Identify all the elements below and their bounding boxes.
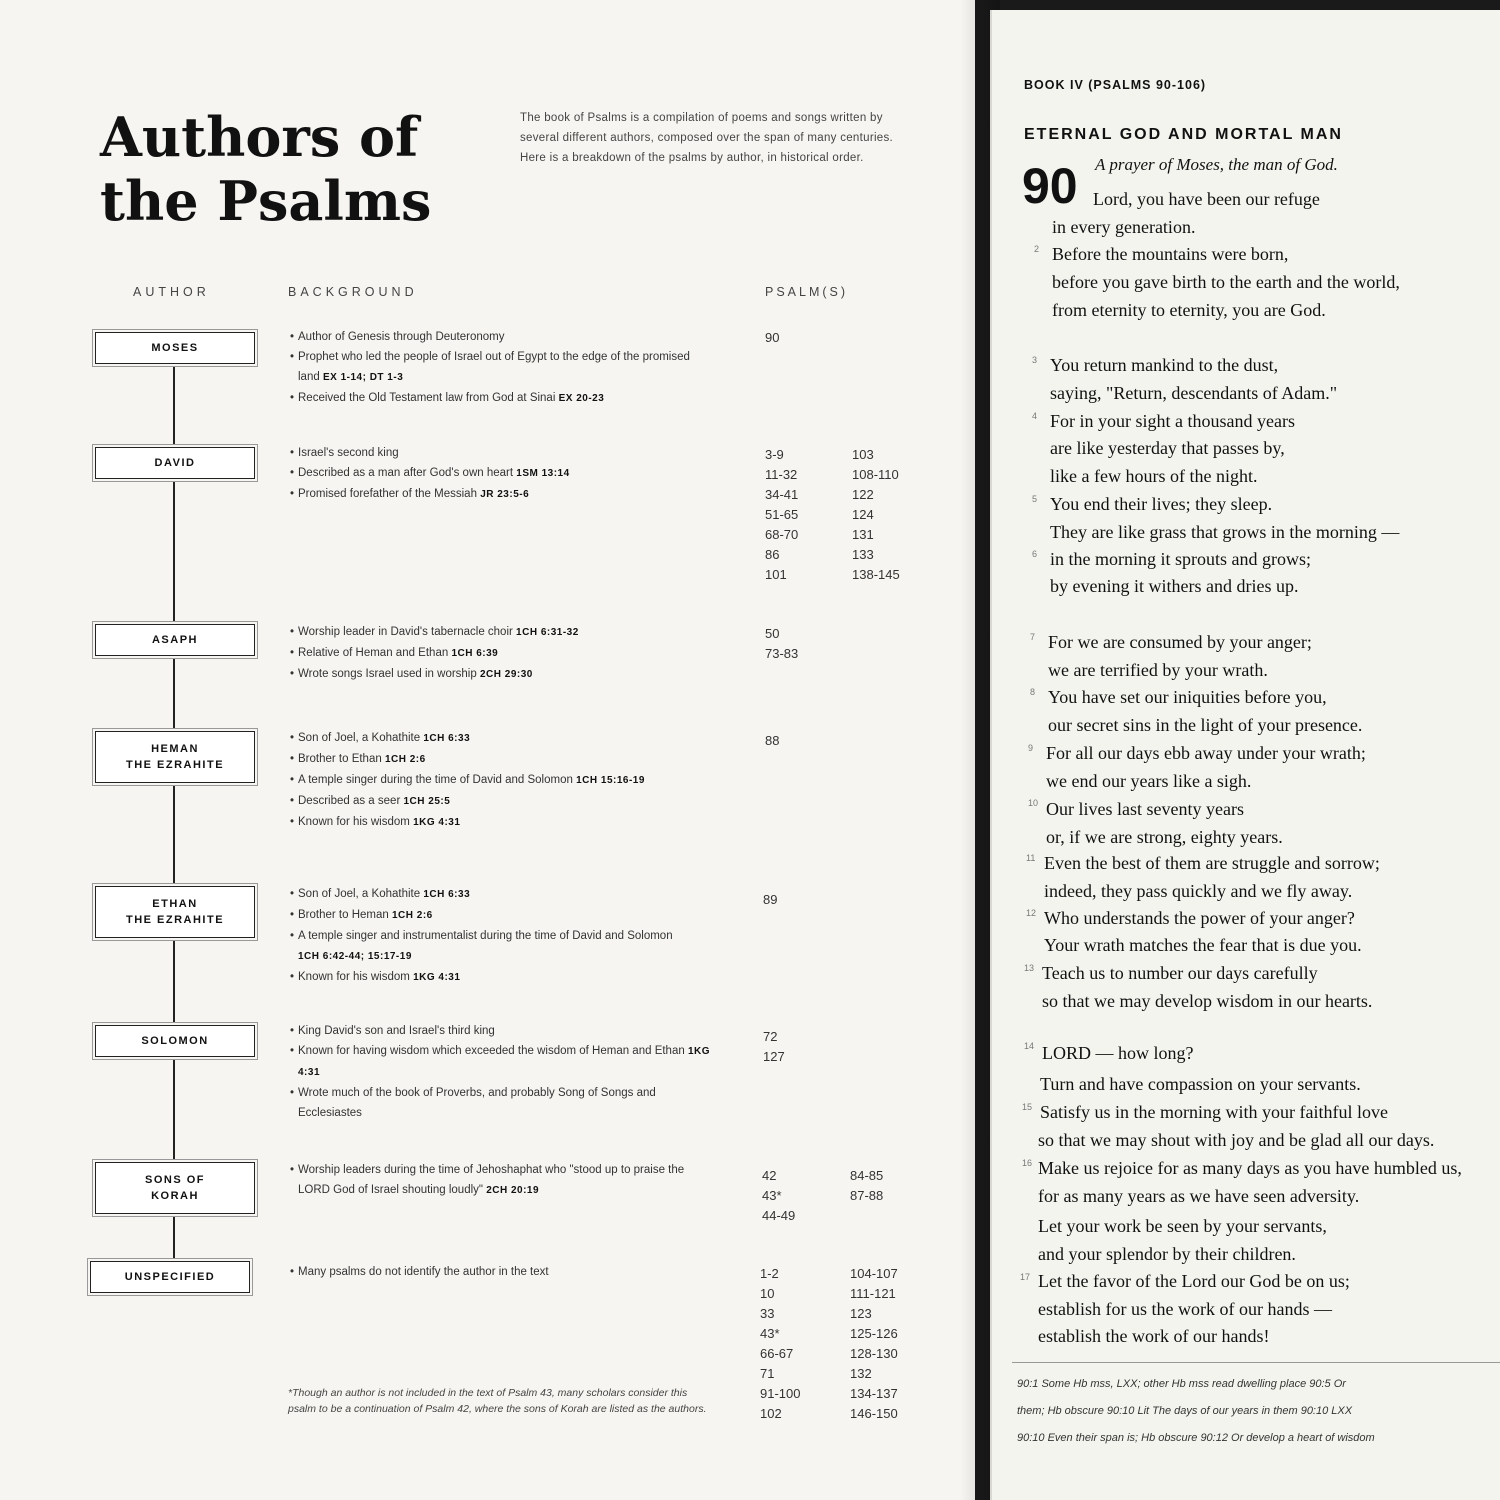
verse-line: for as many years as we have seen adversity.: [1038, 1186, 1360, 1206]
verse-number: 15: [1022, 1102, 1033, 1112]
background-item: • Relative of Heman and Ethan 1CH 6:39: [288, 643, 728, 664]
verse-number: 16: [1022, 1158, 1033, 1168]
author-name: SOLOMON: [141, 1035, 209, 1047]
verse-line: Our lives last seventy years: [1046, 799, 1244, 819]
verse-number: 9: [1028, 743, 1034, 753]
verse-line: For we are consumed by your anger;: [1048, 632, 1312, 652]
psalms-column-header: PSALM(S): [765, 285, 849, 299]
author-box-unspecified: [90, 1261, 250, 1293]
verse-number: 7: [1030, 632, 1036, 642]
scripture-ref: 1CH 6:33: [423, 889, 471, 900]
background-item: • Son of Joel, a Kohathite 1CH 6:33: [288, 728, 688, 749]
verse-line: we are terrified by your wrath.: [1048, 660, 1268, 680]
verse-line: You return mankind to the dust,: [1050, 355, 1279, 375]
scripture-ref: 1KG 4:31: [298, 1046, 711, 1078]
background-list-unspecified: [288, 1262, 728, 1282]
background-list-asaph: [288, 622, 728, 685]
scripture-ref: 1KG 4:31: [413, 972, 461, 983]
verse-line: our secret sins in the light of your presence.: [1048, 715, 1363, 735]
author-name: SONS OF KORAH: [144, 1174, 205, 1202]
verse-line: Who understands the power of your anger?: [1044, 908, 1355, 928]
background-list-moses: [288, 327, 708, 409]
psalms-list-heman: 88: [765, 733, 780, 748]
right-page: [990, 10, 1500, 1500]
psalms-list-david-col2: 103 108-110 122 124 131 133 138-145: [852, 447, 900, 582]
background-item: • Israel's second king: [288, 443, 728, 463]
psalms-list-solomon: 72 127: [763, 1029, 785, 1064]
verse-line: or, if we are strong, eighty years.: [1046, 827, 1283, 847]
author-box-sons-of-korah: [95, 1162, 255, 1214]
footnote-rule: [1012, 1362, 1500, 1363]
scripture-ref: 1KG 4:31: [413, 817, 461, 828]
psalms-list-unspecified-col2: 104-107 111-121 123 125-126 128-130 132 134-137 146-150: [850, 1266, 898, 1421]
verse-number: 6: [1032, 549, 1038, 559]
scripture-ref: 1CH 6:33: [423, 733, 471, 744]
verse-line: You end their lives; they sleep.: [1050, 494, 1273, 514]
title-line-1: Authors of: [100, 105, 419, 169]
book-heading: BOOK IV (PSALMS 90-106): [1024, 78, 1207, 92]
verse-line: They are like grass that grows in the morning —: [1050, 522, 1400, 542]
verse-number: 14: [1024, 1041, 1035, 1051]
scripture-ref: JR 23:5-6: [480, 489, 530, 500]
author-box-asaph: [95, 624, 255, 656]
verse-number: 11: [1026, 853, 1036, 863]
verse-line: are like yesterday that passes by,: [1050, 438, 1285, 458]
psalms-list-sons-of-korah-col1: 42 43* 44-49: [762, 1168, 796, 1223]
background-list-sons-of-korah: [288, 1160, 718, 1201]
page-title: [100, 105, 431, 233]
verse-line: Even the best of them are struggle and sorrow;: [1044, 853, 1380, 873]
background-item: • Received the Old Testament law from God at Sinai EX 20-23: [288, 388, 708, 409]
verse-line: Lord, you have been our refuge: [1093, 189, 1320, 209]
background-item: • A temple singer during the time of David and Solomon 1CH 15:16-19: [288, 770, 688, 791]
verse-line: before you gave birth to the earth and the world,: [1052, 272, 1400, 292]
author-name: UNSPECIFIED: [124, 1271, 216, 1283]
verse-line: from eternity to eternity, you are God.: [1052, 300, 1326, 320]
verse-line: in every generation.: [1052, 217, 1196, 237]
scripture-ref: 1CH 2:6: [391, 910, 433, 921]
verse-line: so that we may shout with joy and be glad all our days.: [1038, 1130, 1435, 1150]
background-list-david: [288, 443, 728, 505]
chapter-number: 90: [1022, 158, 1078, 214]
background-item: • Wrote songs Israel used in worship 2CH 29:30: [288, 664, 728, 685]
background-list-solomon: [288, 1021, 718, 1123]
author-name: MOSES: [151, 342, 199, 354]
verse-line: establish for us the work of our hands —: [1038, 1299, 1332, 1319]
author-box-david: [95, 447, 255, 479]
verse-line: Teach us to number our days carefully: [1042, 963, 1318, 983]
scripture-ref: 1CH 15:16-19: [576, 775, 645, 786]
scripture-ref: 1CH 2:6: [384, 754, 426, 765]
verse-number: 17: [1020, 1272, 1031, 1282]
verse-line: Turn and have compassion on your servants.: [1040, 1074, 1361, 1094]
verse-line: and your splendor by their children.: [1038, 1244, 1296, 1264]
verse-number: 8: [1030, 687, 1036, 697]
section-heading: ETERNAL GOD AND MORTAL MAN: [1024, 126, 1343, 143]
verse-line: saying, "Return, descendants of Adam.": [1050, 383, 1338, 403]
psalm-43-footnote: *Though an author is not included in the text of Psalm 43, many scholars consider this psalm to be a continuation of Psalm 42, where the sons of Korah are listed as the authors.: [288, 1387, 707, 1415]
background-list-heman: [288, 728, 688, 833]
verse-line: You have set our iniquities before you,: [1048, 687, 1327, 707]
verse-line: so that we may develop wisdom in our hearts.: [1042, 991, 1373, 1011]
psalms-list-asaph: 50 73-83: [765, 626, 799, 661]
verse-number: 10: [1028, 798, 1039, 808]
author-column-header: AUTHOR: [133, 285, 210, 299]
scripture-ref: 2CH 29:30: [479, 669, 533, 680]
background-item: • Wrote much of the book of Proverbs, and probably Song of Songs and Ecclesiastes: [288, 1083, 718, 1123]
verse-line: Let the favor of the Lord our God be on us;: [1038, 1271, 1350, 1291]
author-box-ethan: [95, 886, 255, 938]
author-name: ASAPH: [151, 634, 198, 646]
scripture-ref: EX 1-14; DT 1-3: [322, 372, 404, 383]
author-timeline-line: [173, 362, 175, 1282]
footnote-line: them; Hb obscure 90:10 Lit The days of our years in them 90:10 LXX: [1017, 1405, 1353, 1417]
scripture-ref: 1CH 6:31-32: [516, 627, 579, 638]
verse-line: Let your work be seen by your servants,: [1038, 1216, 1327, 1236]
verse-line: LORD — how long?: [1042, 1043, 1194, 1063]
psalms-list-sons-of-korah-col2: 84-85 87-88: [850, 1168, 884, 1203]
background-item: • Promised forefather of the Messiah JR 23:5-6: [288, 484, 728, 505]
background-item: • Known for his wisdom 1KG 4:31: [288, 967, 688, 988]
scripture-ref: 1CH 6:42-44; 15:17-19: [298, 951, 412, 962]
verse-line: Satisfy us in the morning with your faithful love: [1040, 1102, 1388, 1122]
verse-number: 5: [1032, 494, 1038, 504]
psalms-list-unspecified-col1: 1-2 10 33 43* 66-67 71 91-100 102: [760, 1266, 801, 1421]
verse-line: establish the work of our hands!: [1038, 1326, 1270, 1346]
scripture-ref: 1CH 25:5: [403, 796, 451, 807]
verse-line: indeed, they pass quickly and we fly away.: [1044, 881, 1353, 901]
background-item: • Known for having wisdom which exceeded the wisdom of Heman and Ethan 1KG 4:31: [288, 1041, 718, 1083]
background-item: • Son of Joel, a Kohathite 1CH 6:33: [288, 884, 688, 905]
verse-line: Before the mountains were born,: [1052, 244, 1289, 264]
background-item: • Brother to Ethan 1CH 2:6: [288, 749, 688, 770]
psalms-list-david-col1: 3-9 11-32 34-41 51-65 68-70 86 101: [765, 447, 799, 582]
scripture-ref: 1CH 6:39: [451, 648, 499, 659]
author-name: ETHAN THE EZRAHITE: [125, 898, 225, 926]
verse-line: we end our years like a sigh.: [1046, 771, 1252, 791]
background-list-ethan: [288, 884, 688, 988]
author-name: DAVID: [154, 457, 196, 469]
background-item: • Prophet who led the people of Israel out of Egypt to the edge of the promised land EX 1-14; DT 1-3: [288, 347, 708, 388]
footnote-line: 90:10 Even their span is; Hb obscure 90:12 Or develop a heart of wisdom: [1017, 1432, 1375, 1444]
background-item: • Author of Genesis through Deuteronomy: [288, 327, 708, 347]
psalms-list-moses: 90: [765, 330, 780, 345]
background-item: • Described as a man after God's own heart 1SM 13:14: [288, 463, 728, 484]
title-line-2: the Psalms: [100, 169, 432, 233]
intro-paragraph: The book of Psalms is a compilation of poems and songs written by several different authors, composed over the span of many centuries. Here is a breakdown of the psalms by author, in historical order.: [520, 112, 894, 164]
footnote-line: 90:1 Some Hb mss, LXX; other Hb mss read dwelling place 90:5 Or: [1017, 1378, 1346, 1390]
background-item: • Worship leader in David's tabernacle choir 1CH 6:31-32: [288, 622, 728, 643]
author-box-moses: [95, 332, 255, 364]
verse-line: For in your sight a thousand years: [1050, 411, 1295, 431]
verse-number: 13: [1024, 963, 1035, 973]
author-box-heman: [95, 731, 255, 783]
background-item: • Many psalms do not identify the author in the text: [288, 1262, 728, 1282]
verse-line: by evening it withers and dries up.: [1050, 576, 1299, 596]
author-box-solomon: [95, 1025, 255, 1057]
background-item: • A temple singer and instrumentalist during the time of David and Solomon 1CH 6:42-44; 15:17-19: [288, 926, 688, 967]
background-column-header: BACKGROUND: [288, 285, 418, 299]
verse-number: 2: [1034, 244, 1040, 254]
scripture-ref: EX 20-23: [558, 393, 605, 404]
background-item: • King David's son and Israel's third king: [288, 1021, 718, 1041]
background-item: • Brother to Heman 1CH 2:6: [288, 905, 688, 926]
verse-line: Make us rejoice for as many days as you have humbled us,: [1038, 1158, 1462, 1178]
verse-line: in the morning it sprouts and grows;: [1050, 549, 1311, 569]
background-item: • Worship leaders during the time of Jehoshaphat who "stood up to praise the LORD God of Israel shouting loudly" 2CH 20:19: [288, 1160, 718, 1201]
verse-line: like a few hours of the night.: [1050, 466, 1258, 486]
verse-line: Your wrath matches the fear that is due you.: [1044, 935, 1362, 955]
psalm-superscription: A prayer of Moses, the man of God.: [1095, 155, 1338, 174]
psalms-list-ethan: 89: [763, 892, 778, 907]
scripture-ref: 2CH 20:19: [486, 1185, 540, 1196]
author-name: HEMAN THE EZRAHITE: [125, 743, 225, 771]
background-item: • Described as a seer 1CH 25:5: [288, 791, 688, 812]
scripture-ref: 1SM 13:14: [516, 468, 570, 479]
verse-number: 3: [1032, 355, 1038, 365]
verse-line: For all our days ebb away under your wrath;: [1046, 743, 1366, 763]
background-item: • Known for his wisdom 1KG 4:31: [288, 812, 688, 833]
verse-number: 12: [1026, 908, 1037, 918]
verse-number: 4: [1032, 411, 1038, 421]
